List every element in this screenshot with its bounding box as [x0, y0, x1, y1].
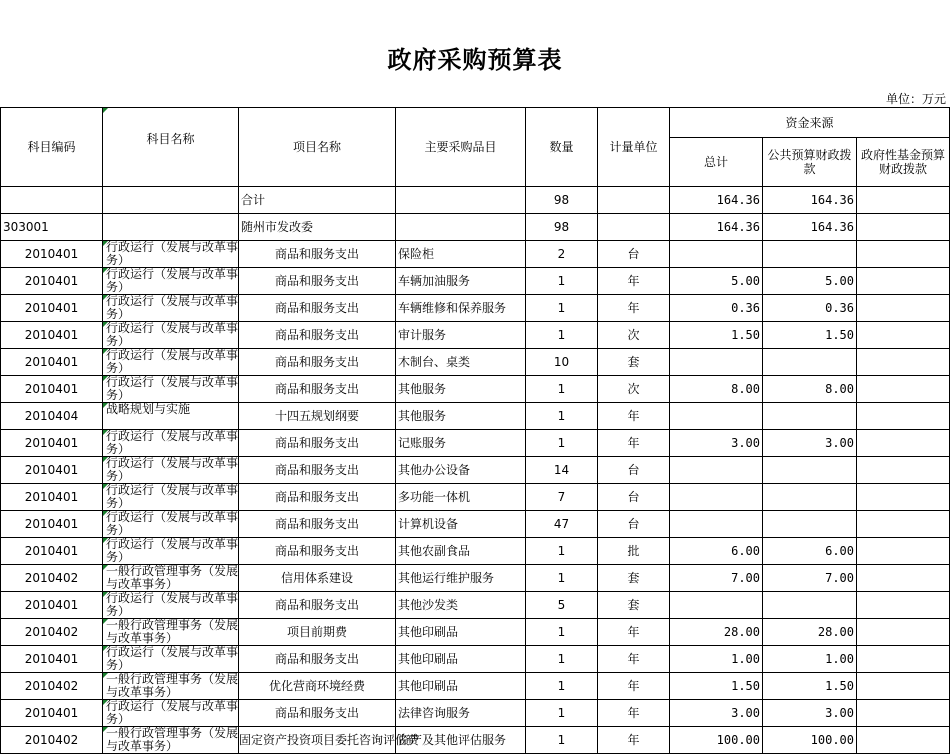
- header-project: 项目名称: [239, 108, 396, 187]
- cell-gov[interactable]: [857, 592, 950, 619]
- cell-subject-text: 行政运行（发展与改革事务）: [106, 321, 239, 348]
- cell-item[interactable]: 其他服务: [396, 376, 526, 403]
- cell-code[interactable]: 2010402: [1, 673, 103, 700]
- header-gov-fund: 政府性基金预算财政拨款: [857, 138, 950, 187]
- cell-project[interactable]: 十四五规划纲要: [239, 403, 396, 430]
- table-row: [1, 619, 950, 646]
- header-item: 主要采购品目: [396, 108, 526, 187]
- table-row: [1, 403, 950, 430]
- table-row: [1, 430, 950, 457]
- cell-subject[interactable]: [103, 727, 239, 754]
- cell-qty[interactable]: 1: [526, 700, 598, 727]
- cell-subject[interactable]: [103, 565, 239, 592]
- cell-measure[interactable]: 年: [598, 700, 670, 727]
- cell-qty[interactable]: 1: [526, 673, 598, 700]
- cell-qty[interactable]: 5: [526, 592, 598, 619]
- cell-total[interactable]: [670, 349, 763, 376]
- cell-subject[interactable]: [103, 592, 239, 619]
- cell-project[interactable]: 商品和服务支出: [239, 322, 396, 349]
- cell-code[interactable]: 2010401: [1, 322, 103, 349]
- cell-measure[interactable]: 台: [598, 511, 670, 538]
- table-row: [1, 484, 950, 511]
- cell-project[interactable]: 固定资产投资项目委托咨询评估费: [239, 727, 396, 754]
- cell-subject-text: 行政运行（发展与改革事务）: [106, 510, 239, 537]
- cell-gov[interactable]: [857, 619, 950, 646]
- cell-subject[interactable]: [103, 214, 239, 241]
- cell-total[interactable]: 8.00: [670, 376, 763, 403]
- cell-subject-text: 行政运行（发展与改革事务）: [106, 645, 239, 672]
- table-row: [1, 322, 950, 349]
- cell-qty[interactable]: 1: [526, 322, 598, 349]
- cell-subject[interactable]: [103, 349, 239, 376]
- cell-total[interactable]: [670, 403, 763, 430]
- cell-public[interactable]: 1.50: [763, 673, 857, 700]
- cell-code[interactable]: 2010401: [1, 349, 103, 376]
- cell-code[interactable]: 2010401: [1, 241, 103, 268]
- cell-item[interactable]: 其他印刷品: [396, 646, 526, 673]
- cell-subject-text: 一般行政管理事务（发展与改革事务）: [106, 672, 239, 699]
- cell-code[interactable]: 2010401: [1, 268, 103, 295]
- cell-gov[interactable]: [857, 241, 950, 268]
- cell-public[interactable]: [763, 457, 857, 484]
- cell-code[interactable]: 2010401: [1, 511, 103, 538]
- table-row: [1, 376, 950, 403]
- cell-public[interactable]: 164.36: [763, 187, 857, 214]
- cell-total[interactable]: [670, 592, 763, 619]
- cell-public[interactable]: [763, 484, 857, 511]
- cell-item[interactable]: 其他沙发类: [396, 592, 526, 619]
- cell-gov[interactable]: [857, 457, 950, 484]
- cell-item[interactable]: [396, 214, 526, 241]
- cell-gov[interactable]: [857, 187, 950, 214]
- table-row: [1, 349, 950, 376]
- cell-subject-text: 行政运行（发展与改革事务）: [106, 375, 239, 402]
- cell-gov[interactable]: [857, 646, 950, 673]
- cell-total[interactable]: 3.00: [670, 430, 763, 457]
- header-code: 科目编码: [1, 108, 103, 187]
- table-row: [1, 565, 950, 592]
- cell-measure[interactable]: [598, 187, 670, 214]
- cell-gov[interactable]: [857, 430, 950, 457]
- cell-measure[interactable]: 台: [598, 241, 670, 268]
- cell-gov[interactable]: [857, 403, 950, 430]
- cell-item[interactable]: 其他农副食品: [396, 538, 526, 565]
- cell-gov[interactable]: [857, 700, 950, 727]
- cell-gov[interactable]: [857, 673, 950, 700]
- cell-subject-text: 行政运行（发展与改革事务）: [106, 429, 239, 456]
- cell-measure[interactable]: 年: [598, 430, 670, 457]
- cell-subject[interactable]: [103, 538, 239, 565]
- cell-subject[interactable]: [103, 295, 239, 322]
- cell-measure[interactable]: 次: [598, 322, 670, 349]
- cell-total[interactable]: 28.00: [670, 619, 763, 646]
- cell-gov[interactable]: [857, 511, 950, 538]
- cell-project[interactable]: 商品和服务支出: [239, 376, 396, 403]
- cell-total[interactable]: 7.00: [670, 565, 763, 592]
- table-row: [1, 673, 950, 700]
- cell-subject-text: 行政运行（发展与改革事务）: [106, 699, 239, 726]
- cell-subject-text: 行政运行（发展与改革事务）: [106, 348, 239, 375]
- cell-public[interactable]: 0.36: [763, 295, 857, 322]
- cell-measure[interactable]: [598, 214, 670, 241]
- cell-item[interactable]: 记账服务: [396, 430, 526, 457]
- cell-subject[interactable]: [103, 322, 239, 349]
- cell-public[interactable]: 100.00: [763, 727, 857, 754]
- cell-item[interactable]: 其他办公设备: [396, 457, 526, 484]
- cell-item[interactable]: 其他运行维护服务: [396, 565, 526, 592]
- table-row: [1, 538, 950, 565]
- cell-measure[interactable]: 台: [598, 457, 670, 484]
- cell-measure[interactable]: 次: [598, 376, 670, 403]
- header-funds: 资金来源: [670, 108, 950, 138]
- table-row: [1, 187, 950, 214]
- cell-item[interactable]: 资产及其他评估服务: [396, 727, 526, 754]
- cell-code[interactable]: 2010401: [1, 700, 103, 727]
- cell-project[interactable]: 商品和服务支出: [239, 700, 396, 727]
- cell-measure[interactable]: 年: [598, 295, 670, 322]
- cell-subject[interactable]: [103, 403, 239, 430]
- cell-code[interactable]: 2010401: [1, 457, 103, 484]
- cell-item[interactable]: 其他服务: [396, 403, 526, 430]
- cell-project[interactable]: 商品和服务支出: [239, 646, 396, 673]
- cell-qty[interactable]: 1: [526, 268, 598, 295]
- header-total: 总计: [670, 138, 763, 187]
- cell-subject[interactable]: [103, 268, 239, 295]
- cell-qty[interactable]: 1: [526, 727, 598, 754]
- cell-total[interactable]: 3.00: [670, 700, 763, 727]
- cell-qty[interactable]: 98: [526, 187, 598, 214]
- table-row: [1, 241, 950, 268]
- cell-item[interactable]: 其他印刷品: [396, 673, 526, 700]
- cell-subject-text: 行政运行（发展与改革事务）: [106, 483, 239, 510]
- cell-subject[interactable]: [103, 457, 239, 484]
- cell-public[interactable]: [763, 403, 857, 430]
- cell-subject[interactable]: [103, 700, 239, 727]
- table-row: [1, 646, 950, 673]
- header-subject: 科目名称: [103, 108, 239, 187]
- cell-qty[interactable]: 1: [526, 565, 598, 592]
- table-row: [1, 268, 950, 295]
- cell-public[interactable]: [763, 511, 857, 538]
- header-qty: 数量: [526, 108, 598, 187]
- cell-total[interactable]: 164.36: [670, 187, 763, 214]
- cell-code[interactable]: 303001: [1, 214, 103, 241]
- cell-public[interactable]: 8.00: [763, 376, 857, 403]
- cell-public[interactable]: 3.00: [763, 430, 857, 457]
- cell-qty[interactable]: 1: [526, 295, 598, 322]
- cell-subject[interactable]: [103, 484, 239, 511]
- cell-code[interactable]: 2010401: [1, 538, 103, 565]
- cell-public[interactable]: [763, 349, 857, 376]
- cell-qty[interactable]: 47: [526, 511, 598, 538]
- cell-code[interactable]: 2010401: [1, 592, 103, 619]
- cell-subject[interactable]: [103, 241, 239, 268]
- cell-subject-text: 战略规划与实施: [106, 402, 191, 416]
- unit-label: 单位：万元: [885, 92, 946, 106]
- cell-total[interactable]: [670, 457, 763, 484]
- cell-public[interactable]: 6.00: [763, 538, 857, 565]
- cell-measure[interactable]: 批: [598, 538, 670, 565]
- cell-total[interactable]: [670, 241, 763, 268]
- table-row: [1, 457, 950, 484]
- cell-item[interactable]: 计算机设备: [396, 511, 526, 538]
- cell-total[interactable]: 164.36: [670, 214, 763, 241]
- cell-item[interactable]: 木制台、桌类: [396, 349, 526, 376]
- cell-qty[interactable]: 1: [526, 403, 598, 430]
- cell-subject-text: 行政运行（发展与改革事务）: [106, 240, 239, 267]
- cell-subject[interactable]: [103, 646, 239, 673]
- cell-public[interactable]: 1.00: [763, 646, 857, 673]
- cell-subject[interactable]: [103, 511, 239, 538]
- cell-subject-text: [106, 187, 238, 213]
- cell-project[interactable]: 随州市发改委: [239, 214, 396, 241]
- cell-code[interactable]: [1, 187, 103, 214]
- cell-public[interactable]: 164.36: [763, 214, 857, 241]
- cell-subject-text: 行政运行（发展与改革事务）: [106, 591, 239, 618]
- table-row: [1, 511, 950, 538]
- cell-code[interactable]: 2010401: [1, 430, 103, 457]
- cell-subject-text: 行政运行（发展与改革事务）: [106, 294, 239, 321]
- cell-qty[interactable]: 1: [526, 619, 598, 646]
- cell-project[interactable]: 商品和服务支出: [239, 349, 396, 376]
- cell-gov[interactable]: [857, 484, 950, 511]
- cell-qty[interactable]: 1: [526, 430, 598, 457]
- cell-measure[interactable]: 年: [598, 268, 670, 295]
- cell-measure[interactable]: 年: [598, 403, 670, 430]
- cell-measure[interactable]: 台: [598, 484, 670, 511]
- cell-gov[interactable]: [857, 295, 950, 322]
- header-measure: 计量单位: [598, 108, 670, 187]
- cell-public[interactable]: 7.00: [763, 565, 857, 592]
- cell-measure[interactable]: 套: [598, 565, 670, 592]
- cell-code[interactable]: 2010404: [1, 403, 103, 430]
- cell-public[interactable]: [763, 241, 857, 268]
- cell-project[interactable]: 商品和服务支出: [239, 592, 396, 619]
- cell-gov[interactable]: [857, 214, 950, 241]
- cell-project[interactable]: 信用体系建设: [239, 565, 396, 592]
- cell-item[interactable]: 车辆加油服务: [396, 268, 526, 295]
- budget-table: [0, 107, 950, 754]
- cell-measure[interactable]: 年: [598, 727, 670, 754]
- cell-gov[interactable]: [857, 538, 950, 565]
- cell-project[interactable]: 商品和服务支出: [239, 457, 396, 484]
- cell-qty[interactable]: 7: [526, 484, 598, 511]
- cell-subject[interactable]: [103, 430, 239, 457]
- cell-gov[interactable]: [857, 727, 950, 754]
- cell-qty[interactable]: 2: [526, 241, 598, 268]
- cell-total[interactable]: 0.36: [670, 295, 763, 322]
- cell-project[interactable]: 商品和服务支出: [239, 484, 396, 511]
- cell-total[interactable]: [670, 511, 763, 538]
- cell-project[interactable]: 商品和服务支出: [239, 241, 396, 268]
- table-row: [1, 295, 950, 322]
- table-row: [1, 700, 950, 727]
- cell-total[interactable]: 1.50: [670, 322, 763, 349]
- cell-subject-text: 行政运行（发展与改革事务）: [106, 267, 239, 294]
- cell-code[interactable]: 2010401: [1, 376, 103, 403]
- cell-public[interactable]: 5.00: [763, 268, 857, 295]
- cell-subject[interactable]: [103, 619, 239, 646]
- cell-qty[interactable]: 1: [526, 376, 598, 403]
- cell-project[interactable]: 项目前期费: [239, 619, 396, 646]
- cell-subject-text: 一般行政管理事务（发展与改革事务）: [106, 618, 239, 645]
- table-row: [1, 214, 950, 241]
- cell-code[interactable]: 2010401: [1, 484, 103, 511]
- cell-item[interactable]: 多功能一体机: [396, 484, 526, 511]
- cell-qty[interactable]: 98: [526, 214, 598, 241]
- cell-gov[interactable]: [857, 349, 950, 376]
- cell-gov[interactable]: [857, 565, 950, 592]
- header-public: 公共预算财政拨款: [763, 138, 857, 187]
- cell-code[interactable]: 2010401: [1, 646, 103, 673]
- cell-item[interactable]: 保险柜: [396, 241, 526, 268]
- cell-project[interactable]: 商品和服务支出: [239, 511, 396, 538]
- cell-project[interactable]: 商品和服务支出: [239, 538, 396, 565]
- cell-item[interactable]: 审计服务: [396, 322, 526, 349]
- cell-gov[interactable]: [857, 268, 950, 295]
- cell-total[interactable]: 100.00: [670, 727, 763, 754]
- cell-subject-text: 一般行政管理事务（发展与改革事务）: [106, 726, 239, 753]
- table-row: [1, 592, 950, 619]
- cell-code[interactable]: 2010402: [1, 619, 103, 646]
- cell-gov[interactable]: [857, 322, 950, 349]
- cell-item[interactable]: 法律咨询服务: [396, 700, 526, 727]
- cell-measure[interactable]: 年: [598, 673, 670, 700]
- cell-subject[interactable]: [103, 673, 239, 700]
- cell-qty[interactable]: 1: [526, 538, 598, 565]
- cell-subject-text: 行政运行（发展与改革事务）: [106, 456, 239, 483]
- cell-subject-text: [106, 214, 238, 240]
- cell-gov[interactable]: [857, 376, 950, 403]
- cell-total[interactable]: 6.00: [670, 538, 763, 565]
- cell-code[interactable]: 2010402: [1, 565, 103, 592]
- cell-measure[interactable]: 套: [598, 349, 670, 376]
- cell-project[interactable]: 合计: [239, 187, 396, 214]
- cell-total[interactable]: 1.50: [670, 673, 763, 700]
- cell-qty[interactable]: 1: [526, 646, 598, 673]
- cell-project[interactable]: 优化营商环境经费: [239, 673, 396, 700]
- cell-public[interactable]: [763, 592, 857, 619]
- cell-measure[interactable]: 年: [598, 619, 670, 646]
- cell-qty[interactable]: 10: [526, 349, 598, 376]
- cell-subject[interactable]: [103, 376, 239, 403]
- cell-code[interactable]: 2010402: [1, 727, 103, 754]
- cell-public[interactable]: 28.00: [763, 619, 857, 646]
- table-row: [1, 727, 950, 754]
- cell-project[interactable]: 商品和服务支出: [239, 268, 396, 295]
- cell-project[interactable]: 商品和服务支出: [239, 430, 396, 457]
- cell-item[interactable]: [396, 187, 526, 214]
- cell-public[interactable]: 1.50: [763, 322, 857, 349]
- cell-total[interactable]: 5.00: [670, 268, 763, 295]
- cell-item[interactable]: 其他印刷品: [396, 619, 526, 646]
- cell-measure[interactable]: 年: [598, 646, 670, 673]
- cell-subject-text: 一般行政管理事务（发展与改革事务）: [106, 564, 239, 591]
- page-title: 政府采购预算表: [387, 45, 563, 74]
- cell-measure[interactable]: 套: [598, 592, 670, 619]
- cell-total[interactable]: [670, 484, 763, 511]
- cell-public[interactable]: 3.00: [763, 700, 857, 727]
- cell-project[interactable]: 商品和服务支出: [239, 295, 396, 322]
- cell-code[interactable]: 2010401: [1, 295, 103, 322]
- cell-total[interactable]: 1.00: [670, 646, 763, 673]
- cell-qty[interactable]: 14: [526, 457, 598, 484]
- cell-item[interactable]: 车辆维修和保养服务: [396, 295, 526, 322]
- cell-subject[interactable]: [103, 187, 239, 214]
- cell-subject-text: 行政运行（发展与改革事务）: [106, 537, 239, 564]
